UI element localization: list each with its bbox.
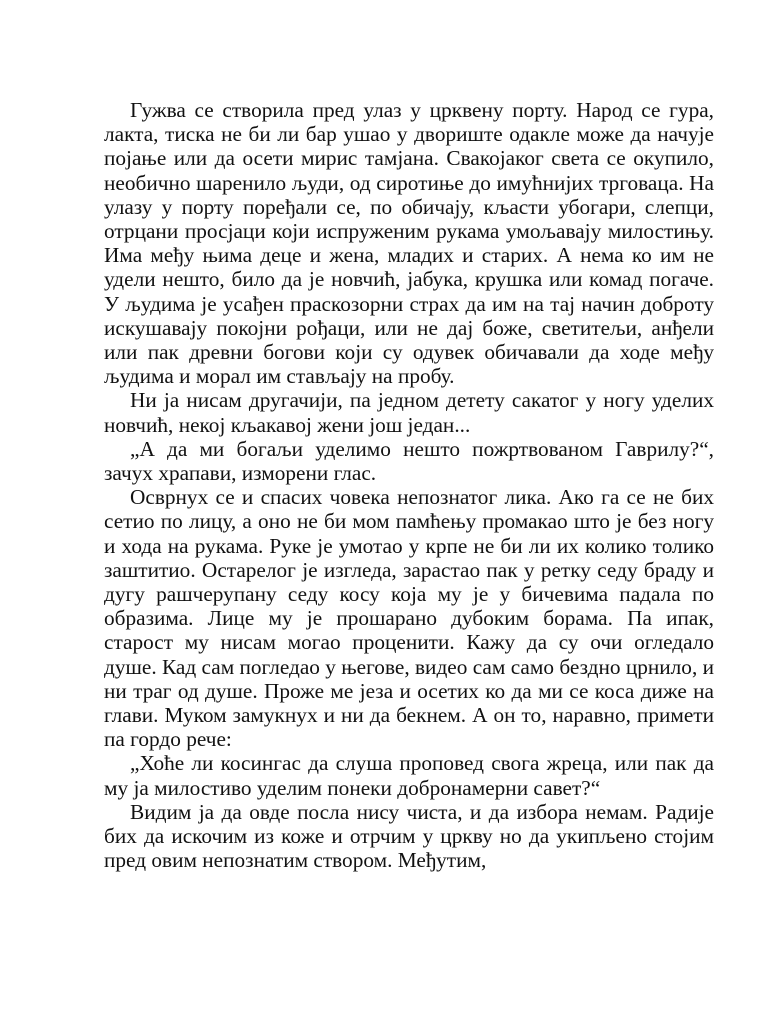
paragraph-2: Ни ја нисам другачији, па једном детету сакатог у ногу уделих новчић, некој кљакавој жени још један... — [104, 388, 714, 437]
paragraph-5: „Хоће ли косингас да слуша проповед свога жреца, или пак да му ја милостиво уделим понеки добронамерни савет?“ — [104, 751, 714, 800]
paragraph-3: „А да ми богаљи уделимо нешто пожртвованом Гаврилу?“, зачух храпави, изморени глас. — [104, 436, 714, 486]
paragraph-4: Осврнух се и спасих човека непознатог лика. Ако га се не бих сетио по лицу, а оно не би мом памћењу промакао што је без ногу и хода на рукама. Руке је умотао у крпе не би ли их колико толико заштитио. Остарелог је изгледа, зарастао пак у ретку седу браду и дугу рашчерупану седу косу која му је у бичевима падала по образима. Лице му је прошарано дубоким борама. Па ипак, старост му нисам могао проценити. Кажу да су очи огледало душе. Кад сам погледао у његове, видео сам само бездно црнило, и ни траг од душе. Проже ме језа и осетих ко да ми се коса диже на глави. Муком замукнух и ни да бекнем. А он то, наравно, примети па гордо рече: — [104, 485, 714, 752]
paragraph-6: Видим ја да овде посла нису чиста, и да избора немам. Радије бих да искочим из коже и отрчим у цркву но да укипљено стојим пред овим непознатим створом. Међутим, — [104, 799, 714, 873]
document-page — [104, 98, 714, 873]
paragraph-1: Гужва се створила пред улаз у црквену порту. Народ се гура, лакта, тиска не би ли бар ушао у двориште одакле може да начује појање или да осети мирис тамјана. Свакојаког света се окупило, необично шаренило људи, од сиротиње до имућнијих трговаца. На улазу у порту поређали се, по обичају, кљасти убогари, слепци, отрцани просјаци који испруженим рукама умољавају милостињу. Има међу њима деце и жена, младих и старих. А нема ко им не удели нешто, било да је новчић, јабука, крушка или комад погаче. У људима је усађен праскозорни страх да им на тај начин доброту искушавају покојни рођаци, или не дај боже, светитељи, анђели или пак древни богови који су одувек обичавали да ходе међу људима и морал им стављају на пробу. — [104, 98, 714, 389]
